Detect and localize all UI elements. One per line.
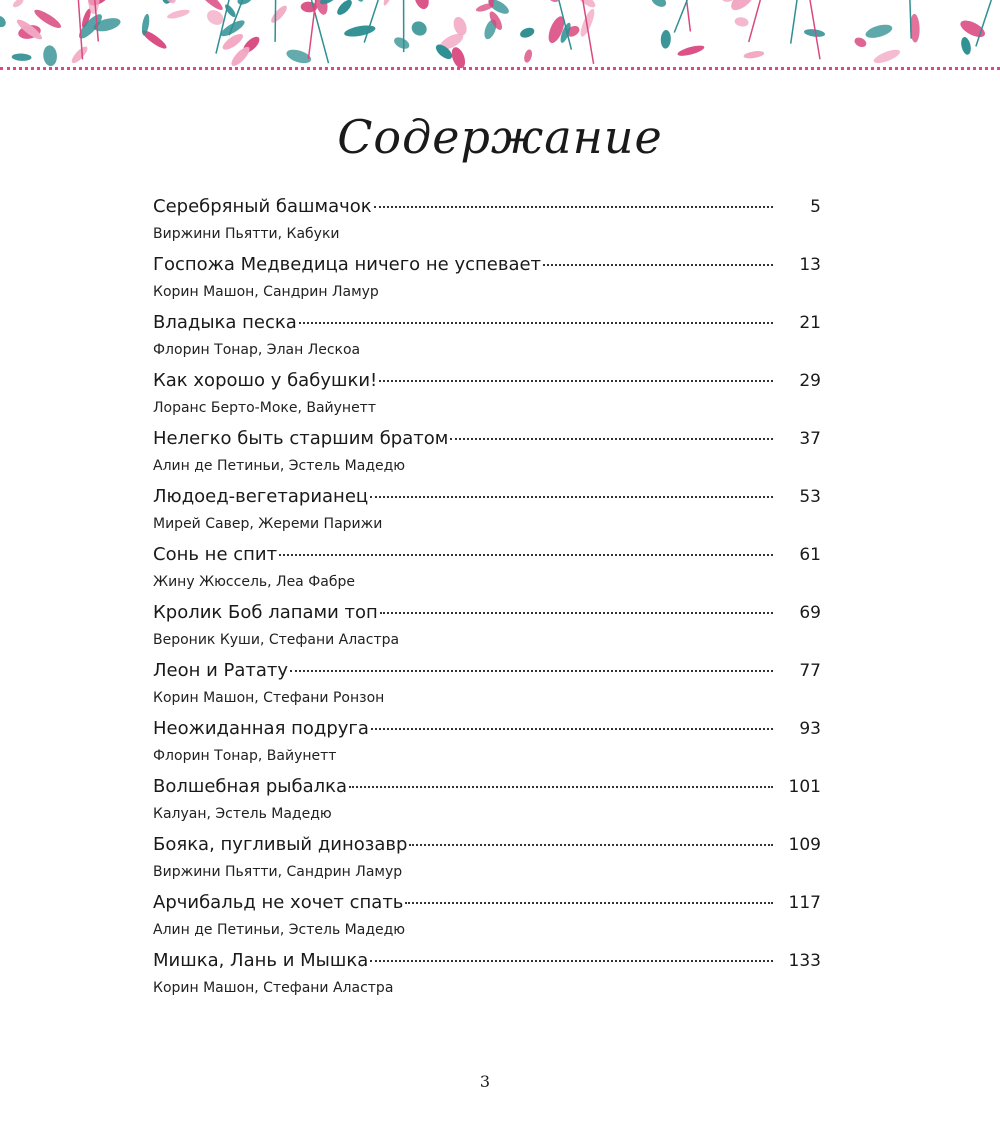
leaf-shape <box>578 7 597 38</box>
toc-entry-line <box>153 834 821 858</box>
leaf-shape <box>166 8 190 20</box>
toc-entry-authors: Алин де Петиньи, Эстель Мадедю <box>153 458 406 474</box>
leaf-shape <box>69 44 89 65</box>
toc-entry-line <box>153 950 821 974</box>
toc-entry-authors: Жину Жюссель, Леа Фабре <box>153 574 355 590</box>
dot-leader <box>380 612 773 614</box>
stem-line <box>275 0 276 42</box>
toc-entry <box>153 776 821 834</box>
leaf-shape <box>0 14 8 30</box>
toc-entry-title: Людоед-вегетарианец <box>153 486 369 507</box>
leaf-shape <box>409 19 429 39</box>
dot-leader <box>371 728 773 730</box>
toc-entry-authors: Вероник Куши, Стефани Аластра <box>153 632 400 648</box>
table-of-contents <box>153 196 821 1008</box>
toc-entry <box>153 718 821 776</box>
toc-entry <box>153 428 821 486</box>
toc-entry-page: 69 <box>799 603 821 623</box>
dot-leader <box>290 670 773 672</box>
toc-entry-authors: Флорин Тонар, Элан Лескоа <box>153 342 361 358</box>
toc-entry <box>153 660 821 718</box>
toc-entry-page: 21 <box>799 313 821 333</box>
toc-entry-page: 53 <box>799 487 821 507</box>
dot-leader <box>379 380 773 382</box>
stem-line <box>749 0 761 42</box>
toc-entry <box>153 370 821 428</box>
leaf-shape <box>523 48 534 63</box>
toc-entry-line <box>153 660 821 684</box>
toc-entry-page: 61 <box>799 545 821 565</box>
toc-entry-line <box>153 602 821 626</box>
toc-entry-page: 5 <box>810 197 821 217</box>
dot-leader <box>370 496 773 498</box>
toc-entry-authors: Виржини Пьятти, Сандрин Ламур <box>153 864 403 880</box>
leaf-shape <box>660 30 671 49</box>
toc-entry-page: 109 <box>788 835 821 855</box>
toc-entry-authors: Корин Машон, Сандрин Ламур <box>153 284 379 300</box>
toc-entry-title: Леон и Ратату <box>153 660 289 681</box>
dot-leader <box>450 438 773 440</box>
leaf-shape <box>734 16 749 27</box>
toc-entry <box>153 602 821 660</box>
toc-entry-page: 93 <box>799 719 821 739</box>
leaf-shape <box>960 36 973 56</box>
toc-entry <box>153 950 821 1008</box>
toc-entry-line <box>153 544 821 568</box>
dot-leader <box>374 206 773 208</box>
leaf-shape <box>335 0 355 17</box>
toc-entry-authors: Алин де Петиньи, Эстель Мадедю <box>153 922 406 938</box>
leaf-shape <box>11 0 24 9</box>
stem-line <box>791 0 797 44</box>
dot-leader <box>405 902 773 904</box>
toc-entry-authors: Лоранс Берто-Моке, Вайунетт <box>153 400 376 416</box>
toc-entry-authors: Калуан, Эстель Мадедю <box>153 806 332 822</box>
leaf-shape <box>451 15 469 37</box>
toc-entry-line <box>153 370 821 394</box>
dot-leader <box>370 960 773 962</box>
toc-entry-authors: Виржини Пьятти, Кабуки <box>153 226 340 242</box>
dot-leader <box>279 554 773 556</box>
toc-entry-line <box>153 776 821 800</box>
toc-entry-title: Как хорошо у бабушки! <box>153 370 378 391</box>
leaf-shape <box>269 3 289 24</box>
stem-line <box>687 0 691 32</box>
toc-entry-title: Волшебная рыбалка <box>153 776 348 797</box>
leaf-shape <box>392 35 411 51</box>
leaf-shape <box>382 0 399 7</box>
toc-entry <box>153 892 821 950</box>
toc-entry-page: 13 <box>799 255 821 275</box>
toc-entry-line <box>153 892 821 916</box>
leaf-shape <box>677 43 706 58</box>
toc-entry-title: Госпожа Медведица ничего не успевает <box>153 254 542 275</box>
leaf-shape <box>343 23 376 38</box>
toc-entry <box>153 196 821 254</box>
toc-entry-authors: Мирей Савер, Жереми Парижи <box>153 516 383 532</box>
toc-entry-page: 77 <box>799 661 821 681</box>
leaf-shape <box>235 0 255 7</box>
leaf-shape <box>519 26 536 40</box>
stem-line <box>910 0 911 39</box>
toc-entry-page: 29 <box>799 371 821 391</box>
floral-illustration <box>0 0 1000 72</box>
leaf-shape <box>649 0 668 9</box>
leaf-shape <box>958 17 988 40</box>
toc-entry-page: 37 <box>799 429 821 449</box>
toc-entry <box>153 544 821 602</box>
stem-line <box>674 0 687 33</box>
leaf-shape <box>229 44 253 68</box>
floral-banner <box>0 0 1000 72</box>
toc-entry-title: Сонь не спит <box>153 544 278 565</box>
dot-leader <box>409 844 773 846</box>
leaf-shape <box>354 0 366 3</box>
toc-entry <box>153 312 821 370</box>
toc-entry-page: 117 <box>788 893 821 913</box>
toc-entry-page: 101 <box>788 777 821 797</box>
leaf-shape <box>864 22 894 40</box>
toc-entry-line <box>153 486 821 510</box>
toc-entry-line <box>153 718 821 742</box>
page-number: 3 <box>479 1072 491 1091</box>
leaf-shape <box>727 0 758 14</box>
toc-entry-page: 133 <box>788 951 821 971</box>
toc-entry-line <box>153 196 821 220</box>
toc-entry <box>153 486 821 544</box>
leaf-shape <box>853 36 868 49</box>
toc-entry-authors: Корин Машон, Стефани Ронзон <box>153 690 385 706</box>
dot-leader <box>349 786 773 788</box>
toc-entry-title: Мишка, Лань и Мышка <box>153 950 369 971</box>
dot-leader <box>299 322 773 324</box>
toc-entry-title: Владыка песка <box>153 312 297 333</box>
banner-dotted-border <box>0 67 1000 70</box>
toc-entry <box>153 254 821 312</box>
leaf-shape <box>412 0 431 11</box>
toc-entry-authors: Флорин Тонар, Вайунетт <box>153 748 337 764</box>
page-title: Содержание <box>337 110 663 164</box>
dot-leader <box>543 264 773 266</box>
leaf-shape <box>573 0 597 10</box>
toc-entry-title: Бояка, пугливый динозавр <box>153 834 408 855</box>
leaf-shape <box>12 53 32 61</box>
toc-entry-line <box>153 312 821 336</box>
leaf-shape <box>872 47 901 66</box>
toc-entry-title: Нелегко быть старшим братом <box>153 428 449 449</box>
stem-line <box>976 0 991 46</box>
toc-entry-title: Серебряный башмачок <box>153 196 372 217</box>
toc-entry-title: Арчибальд не хочет спать <box>153 892 404 913</box>
toc-entry-line <box>153 254 821 278</box>
toc-entry-title: Неожиданная подруга <box>153 718 369 739</box>
leaf-shape <box>743 50 765 60</box>
toc-entry-title: Кролик Боб лапами топ <box>153 602 378 623</box>
leaf-shape <box>42 45 57 67</box>
stem-line <box>364 0 378 43</box>
toc-entry-line <box>153 428 821 452</box>
toc-entry <box>153 834 821 892</box>
toc-entry-authors: Корин Машон, Стефани Аластра <box>153 980 394 996</box>
